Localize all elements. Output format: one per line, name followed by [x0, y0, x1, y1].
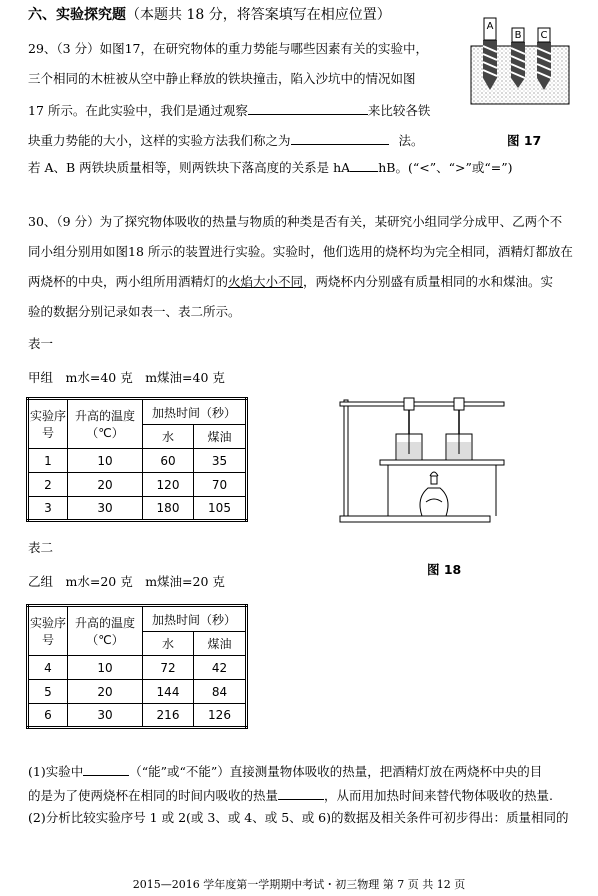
table1-cell: 35	[194, 449, 247, 473]
table-row	[28, 449, 247, 473]
stake-c-label: C	[540, 30, 548, 41]
table1-cell: 180	[143, 497, 194, 521]
beaker-oil	[446, 422, 472, 460]
q30-line-2: 同小组分别用如图18 所示的装置进行实验。实验时，他们选用的烧杯均为完全相同，酒精灯都放在	[28, 244, 573, 259]
table-row	[28, 473, 247, 497]
table2-cell: 72	[143, 656, 194, 680]
q29-line-4-b: 法。	[398, 133, 424, 148]
section-note: （本题共 18 分，将答案填写在相应位置）	[126, 7, 391, 23]
q29-line-3-b: 来比较各铁	[367, 103, 431, 118]
answer-1-blank-heat[interactable]	[278, 786, 324, 800]
q29-line-1: 29、（3 分）如图17，在研究物体的重力势能与哪些因素有关的实验中，	[28, 41, 428, 56]
answer-1-b: （“能”或“不能”）直接测量物体吸收的热量，把酒精灯放在两烧杯中央的目	[129, 764, 543, 779]
answer-1-line-1	[28, 762, 542, 780]
answer-2-line-1: (2)分析比较实验序号 1 或 2(或 3、或 4、或 5、或 6)的数据及相关条件可初步得出：质量相同的	[28, 810, 569, 825]
table-row	[28, 704, 247, 728]
table2-cell: 4	[28, 656, 68, 680]
q29-blank-observe[interactable]	[248, 101, 368, 115]
table1-cell: 1	[28, 449, 68, 473]
stake-a	[483, 18, 497, 90]
figure-17-sandpit	[465, 12, 575, 108]
table1-cell: 2	[28, 473, 68, 497]
q30-line-3-a: 两烧杯的中央，两小组所用酒精灯的	[28, 274, 229, 289]
table2-cell: 126	[194, 704, 247, 728]
table2-cell: 216	[143, 704, 194, 728]
table-row	[28, 497, 247, 521]
answer-1-blank-can[interactable]	[83, 762, 129, 776]
stake-b	[511, 28, 525, 88]
q29-line-4	[28, 131, 424, 149]
table1-header-seq: 实验序号	[28, 399, 68, 449]
table2-cell: 10	[68, 656, 143, 680]
q29-blank-method[interactable]	[291, 131, 389, 145]
q29-line-3-a: 17 所示。在此实验中，我们是通过观察	[28, 103, 248, 118]
table2-header-water: 水	[143, 632, 194, 656]
table2-cell: 84	[194, 680, 247, 704]
table2-cell: 6	[28, 704, 68, 728]
table2-header-seq: 实验序号	[28, 606, 68, 656]
stake-a-label: A	[486, 21, 494, 32]
answer-1-line-2	[28, 786, 553, 804]
beaker-water	[396, 422, 422, 460]
table1-cell: 60	[143, 449, 194, 473]
stake-b-label: B	[514, 30, 522, 41]
table-row	[28, 680, 247, 704]
stake-c	[537, 28, 551, 90]
table2-header-oil: 煤油	[194, 632, 247, 656]
answer-1-c: 的是为了使两烧杯在相同的时间内吸收的热量	[28, 788, 279, 803]
table2	[26, 604, 248, 729]
q30-line-3-b: ，两烧杯内分别盛有质量相同的水和煤油。实	[303, 274, 554, 289]
table1-header-time: 加热时间（秒）	[143, 399, 247, 425]
table1-cell: 70	[194, 473, 247, 497]
table1-cell: 3	[28, 497, 68, 521]
answer-1-a: (1)实验中	[28, 764, 84, 779]
table2-caption: 表二	[28, 540, 54, 555]
table2-cell: 20	[68, 680, 143, 704]
table1-header-temp: 升高的温度（℃）	[68, 399, 143, 449]
figure-18-apparatus	[330, 392, 520, 532]
q29-line-5-a: 若 A、B 两铁块质量相等，则两铁块下落高度的关系是 hA	[28, 160, 351, 175]
figure-18-caption: 图 18	[427, 562, 462, 577]
table2-header-temp: 升高的温度（℃）	[68, 606, 143, 656]
q30-underlined-phrase: 火焰大小不同	[228, 274, 304, 289]
table2-cell: 144	[143, 680, 194, 704]
q30-line-3	[28, 274, 553, 290]
table1	[26, 397, 248, 522]
section-title: 六、实验探究题	[28, 7, 126, 23]
answer-1-d: ，从而用加热时间来替代物体吸收的热量.	[324, 788, 553, 803]
alcohol-lamp	[420, 472, 448, 516]
table2-group-info: 乙组 m水=20 克 m煤油=20 克	[28, 574, 225, 589]
q30-line-4: 验的数据分别记录如表一、表二所示。	[28, 304, 241, 319]
table1-caption: 表一	[28, 336, 54, 351]
table2-cell: 5	[28, 680, 68, 704]
table2-cell: 30	[68, 704, 143, 728]
q29-line-4-a: 块重力势能的大小，这样的实验方法我们称之为	[28, 133, 291, 148]
q30-line-1: 30、（9 分）为了探究物体吸收的热量与物质的种类是否有关，某研究小组同学分成甲、乙两个不	[28, 214, 563, 229]
table1-cell: 20	[68, 473, 143, 497]
table1-cell: 10	[68, 449, 143, 473]
q29-line-3	[28, 101, 430, 119]
q29-blank-height[interactable]	[350, 158, 378, 172]
table1-group-info: 甲组 m水=40 克 m煤油=40 克	[28, 370, 225, 385]
q29-line-5	[28, 158, 512, 176]
section-heading	[28, 4, 391, 24]
table1-cell: 120	[143, 473, 194, 497]
table1-cell: 30	[68, 497, 143, 521]
table1-cell: 105	[194, 497, 247, 521]
table1-header-water: 水	[143, 425, 194, 449]
q29-line-2: 三个相同的木桩被从空中静止释放的铁块撞击，陷入沙坑中的情况如图	[28, 71, 416, 86]
figure-17-caption: 图 17	[507, 133, 542, 148]
table1-header-oil: 煤油	[194, 425, 247, 449]
page-footer: 2015—2016 学年度第一学期期中考试・初三物理 第 7 页 共 12 页	[132, 878, 466, 891]
table-row	[28, 656, 247, 680]
q29-line-5-b: hB。(“<”、“>”或“=”)	[378, 160, 513, 175]
table2-cell: 42	[194, 656, 247, 680]
table2-header-time: 加热时间（秒）	[143, 606, 247, 632]
